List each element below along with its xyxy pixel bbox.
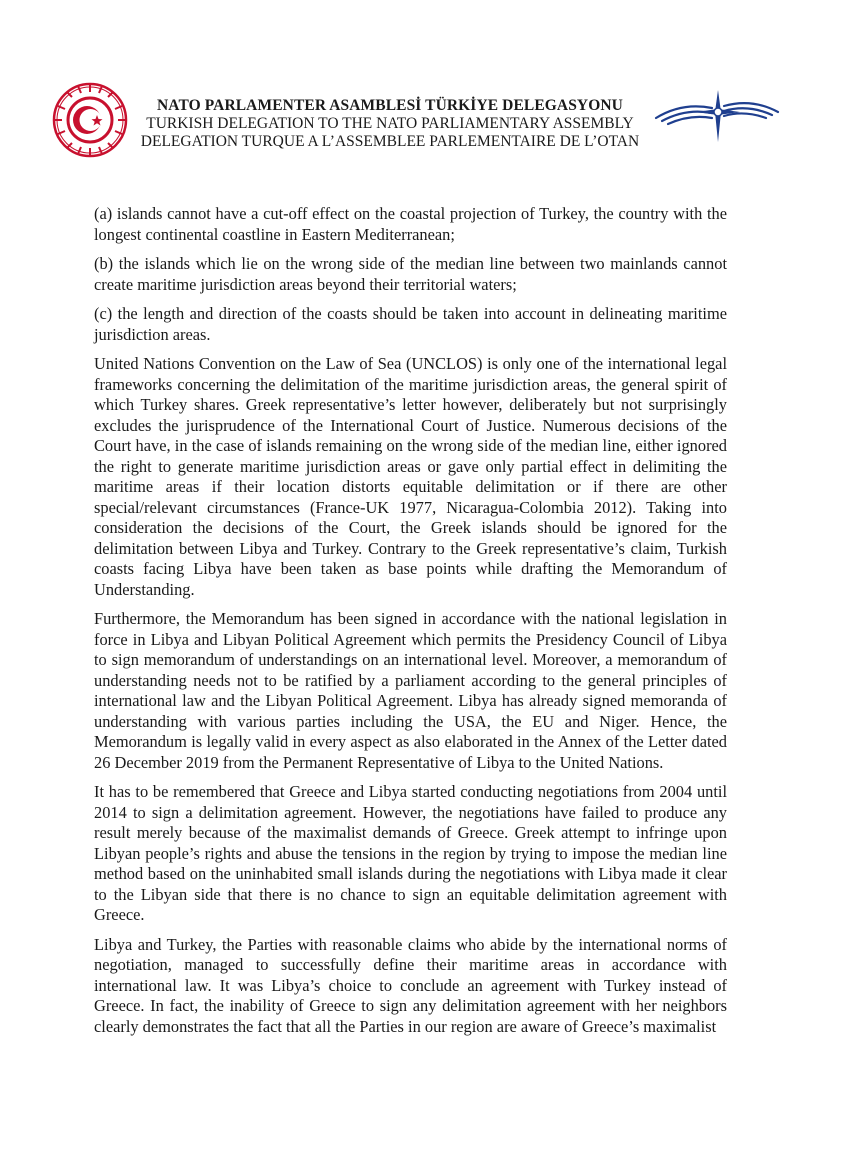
paragraph-point-b: (b) the islands which lie on the wrong side of the median line between two mainlands cannot create maritime jurisdiction areas beyond their territorial waters; [94, 254, 727, 294]
letter-body [94, 204, 727, 1046]
letterhead-title-french: DELEGATION TURQUE A L’ASSEMBLEE PARLEMENTAIRE DE L’OTAN [140, 133, 640, 150]
paragraph-point-c: (c) the length and direction of the coasts should be taken into account in delineating maritime jurisdiction areas. [94, 304, 727, 344]
letterhead-title-turkish: NATO PARLAMENTER ASAMBLESİ TÜRKİYE DELEGASYONU [157, 97, 623, 114]
letterhead-title-english: TURKISH DELEGATION TO THE NATO PARLIAMENTARY ASSEMBLY [146, 115, 634, 132]
paragraph-memorandum: Furthermore, the Memorandum has been signed in accordance with the national legislation in force in Libya and Libyan Political Agreement which permits the Presidency Council of Libya to sign memorandum of understandings on an international level. Moreover, a memorandum of understanding needs not to be ratified by a parliament according to the general principles of international law and the Libyan Political Agreement. Libya has already signed memoranda of understanding with various parties including the USA, the EU and Niger. Hence, the Memorandum is legally valid in every aspect as also elaborated in the Annex of the Letter dated 26 December 2019 from the Permanent Representative of Libya to the United Nations. [94, 609, 727, 772]
paragraph-point-a: (a) islands cannot have a cut-off effect on the coastal projection of Turkey, the country with the longest continental coastline in Eastern Mediterranean; [94, 204, 727, 244]
paragraph-libya-turkey: Libya and Turkey, the Parties with reasonable claims who abide by the international norms of negotiation, managed to successfully define their maritime areas in accordance with international law. It was Libya’s choice to conclude an agreement with Turkey instead of Greece. In fact, the inability of Greece to sign any delimitation agreement with her neighbors clearly demonstrates the fact that all the Parties in our region are aware of Greece’s maximalist [94, 934, 727, 1036]
assembly-seal-icon [52, 82, 128, 158]
letterhead-titles [130, 97, 650, 151]
nato-pa-logo-icon [652, 88, 782, 144]
letterhead [0, 0, 850, 160]
paragraph-negotiations: It has to be remembered that Greece and Libya started conducting negotiations from 2004 until 2014 to sign a delimitation agreement. However, the negotiations have failed to produce any result merely because of the maximalist demands of Greece. Greek attempt to infringe upon Libyan people’s rights and abuse the tensions in the region by trying to impose the median line method based on the uninhabited small islands during the negotiations with Libya made it clear to the Libyan side that there is no chance to sign an equitable delimitation agreement with Greece. [94, 782, 727, 924]
paragraph-unclos: United Nations Convention on the Law of Sea (UNCLOS) is only one of the international legal frameworks concerning the delimitation of the maritime jurisdiction areas, the general spirit of which Turkey shares. Greek representative’s letter however, deliberately but not surprisingly excludes the jurisprudence of the International Court of Justice. Numerous decisions of the Court have, in the case of islands remaining on the wrong side of the median line, either ignored the right to generate maritime jurisdiction areas or gave only partial effect in delimiting the maritime areas if their location distorts equitable delimitation or if there are other special/relevant circumstances (France-UK 1977, Nicaragua-Colombia 2012). Taking into consideration the decisions of the Court, the Greek islands should be ignored for the delimitation between Libya and Turkey. Contrary to the Greek representative’s claim, Turkish coasts facing Libya have been taken as base points while drafting the Memorandum of Understanding. [94, 354, 727, 599]
